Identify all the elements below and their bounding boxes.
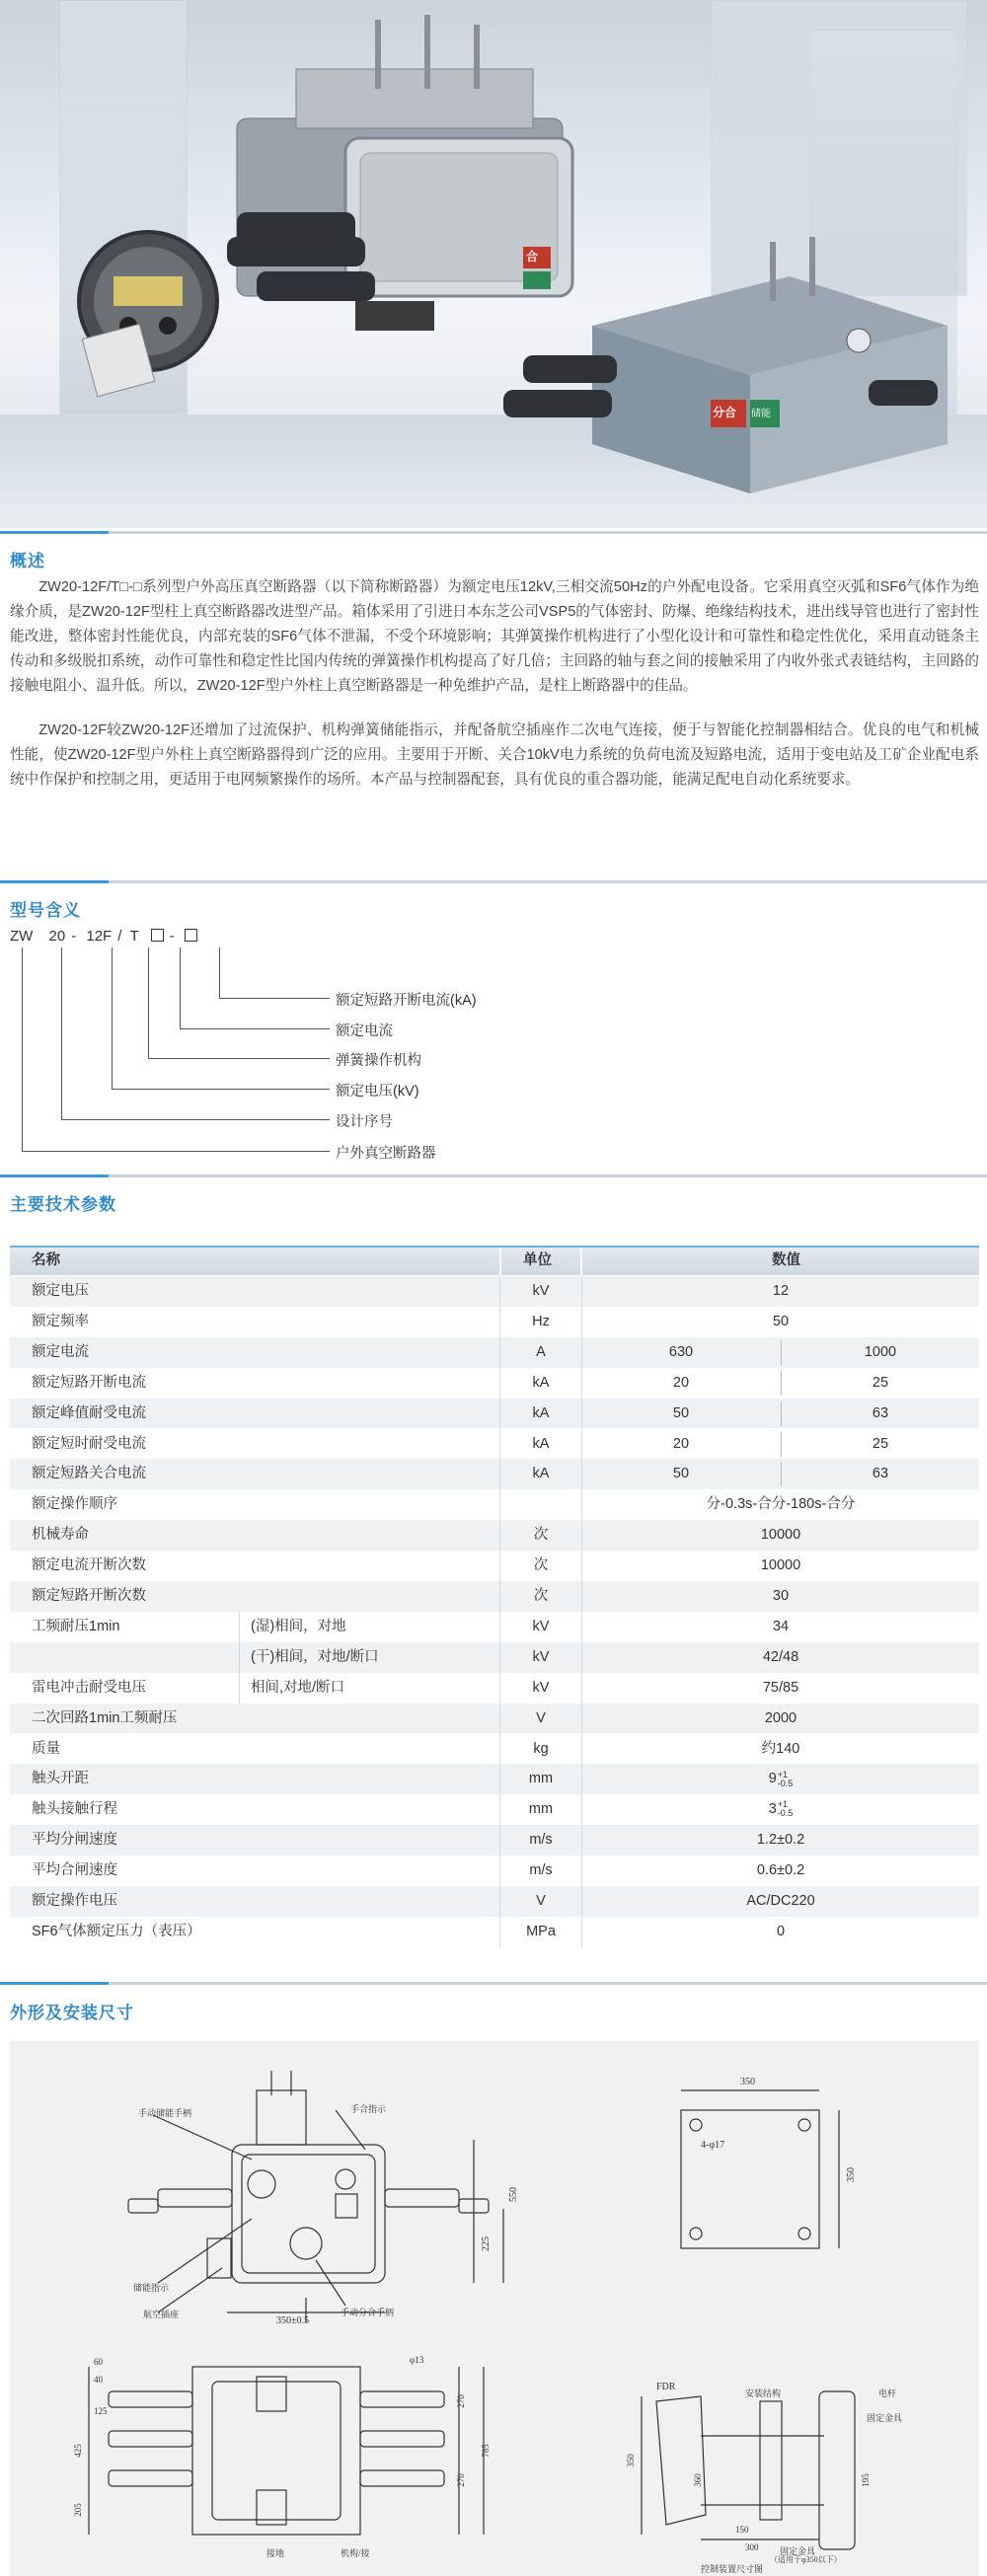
lbl-manual-close: 手合指示 <box>350 2104 387 2114</box>
cell-v1: 0 <box>776 1923 786 1939</box>
overview-divider <box>0 531 987 534</box>
lbl-fixing2-note: （适用于φ350以下） <box>770 2555 842 2564</box>
cell-v1: 30 <box>772 1588 790 1604</box>
cell-unit: mm <box>528 1801 554 1818</box>
table-row <box>10 1764 979 1794</box>
code-box-2 <box>185 929 197 942</box>
dim-150: 150 <box>735 2525 749 2535</box>
model-code <box>10 928 197 945</box>
hero-product-photo <box>0 0 987 528</box>
cell-v1: 20 <box>672 1374 690 1391</box>
cell-unit: kA <box>532 1374 550 1391</box>
cell-name: 工频耐压1min <box>32 1618 120 1634</box>
lbl-mount: 安装结构 <box>745 2388 782 2398</box>
hero-label-open-close: 分合 <box>713 406 737 419</box>
cell-v2: 63 <box>872 1466 889 1482</box>
dim-60: 60 <box>94 2357 103 2367</box>
cell-name: 额定电流开断次数 <box>32 1557 146 1574</box>
dim-550: 550 <box>508 2187 519 2202</box>
table-row <box>10 1337 979 1368</box>
code-20: 20 <box>48 928 66 945</box>
table-row <box>10 1520 979 1551</box>
model-title: 型号含义 <box>10 901 81 920</box>
table-row <box>10 1886 979 1917</box>
lbl-fdr: FDR <box>656 2382 676 2392</box>
breaker-illustration <box>0 0 987 528</box>
overview-title: 概述 <box>10 552 45 570</box>
cell-name: 额定短路开断电流 <box>32 1374 146 1391</box>
cell-name: 触头开距 <box>32 1771 89 1787</box>
table-row <box>10 1612 979 1642</box>
dim-205: 205 <box>72 2503 83 2517</box>
table-row <box>10 1399 979 1429</box>
model-item-4: 额定电压(kV) <box>336 1084 419 1099</box>
holes-label: 4-φ17 <box>701 2140 725 2151</box>
cell-unit: m/s <box>529 1862 553 1879</box>
cell-v1: 34 <box>772 1618 790 1634</box>
model-divider <box>0 880 987 883</box>
cell-v1: 630 <box>668 1343 694 1360</box>
table-row <box>10 1704 979 1734</box>
cell-v1: 10000 <box>760 1527 801 1544</box>
cell-v1: AC/DC220 <box>746 1893 815 1909</box>
table-row <box>10 1673 979 1704</box>
code-t: T <box>129 928 139 945</box>
left-breaker <box>79 15 572 397</box>
cell-unit: 次 <box>533 1588 549 1604</box>
dim-350-05: 350±0.5 <box>276 2315 309 2326</box>
cell-name: 机械寿命 <box>32 1527 89 1544</box>
cell-name: 额定短时耐受电流 <box>32 1435 146 1452</box>
cell-unit: kV <box>532 1618 550 1634</box>
table-row <box>10 1551 979 1581</box>
dim-360: 360 <box>692 2473 703 2487</box>
dim-425: 425 <box>72 2444 83 2458</box>
table-row <box>10 1459 979 1489</box>
dim-350b: 350 <box>846 2167 857 2182</box>
cell-v2: 63 <box>872 1404 889 1421</box>
cell-sub: (干)相间，对地/断口 <box>251 1648 379 1665</box>
dim-785: 785 <box>480 2444 491 2458</box>
cell-unit: kA <box>532 1466 550 1482</box>
lbl-manual-spring: 手动储能手柄 <box>138 2108 192 2118</box>
cell-v2: 1000 <box>864 1343 897 1360</box>
cell-unit: kA <box>532 1404 550 1421</box>
cell-name: 触头接触行程 <box>32 1801 117 1818</box>
outline-title: 外形及安装尺寸 <box>10 2004 134 2022</box>
dim-270a: 270 <box>455 2394 466 2408</box>
tolerance: +1 -0.5 <box>777 1769 794 1788</box>
overview-paragraph-2: ZW20-12F较ZW20-12F还增加了过流保护、机构弹簧储能指示，并配备航空插座作二次电气连接，便于与智能化控制器相结合。优良的电气和机械性能，使ZW20-12F型户外柱上真空断路器得到广泛的应用。主要用于开断、关合10kV电力系统的负荷电流及短路电流，适用于变电站及工矿企业配电系统中作保护和控制之用，更适用于电网频繁操作的场所。本产品与控制器配套，具有优良的重合器功能，能满足配电自动化系统要求。 <box>10 722 979 788</box>
cell-name: 额定操作顺序 <box>32 1496 117 1513</box>
table-row <box>10 1489 979 1520</box>
code-sep2: / <box>117 928 122 945</box>
cell-unit: V <box>536 1893 546 1909</box>
cell-v1: 0.6±0.2 <box>756 1862 805 1879</box>
header-unit: 单位 <box>523 1252 552 1268</box>
outline-divider <box>0 1982 987 1985</box>
cell-name: 质量 <box>32 1740 60 1757</box>
cell-unit: A <box>536 1343 546 1360</box>
cell-unit: 次 <box>533 1527 549 1544</box>
params-divider <box>0 1174 987 1177</box>
cell-v1: 12 <box>772 1283 790 1299</box>
cell-v1: 分-0.3s-合分-180s-合分 <box>706 1496 856 1513</box>
code-box-1 <box>151 929 164 942</box>
dim-270b: 270 <box>455 2473 466 2487</box>
outline-drawing <box>10 2041 979 2576</box>
tolerance: +1 -0.5 <box>777 1799 794 1819</box>
lbl-storage: 储能指示 <box>133 2283 170 2293</box>
cell-unit: m/s <box>529 1832 553 1849</box>
cell-unit: kg <box>533 1740 549 1757</box>
cell-name: 额定短路开断次数 <box>32 1588 146 1604</box>
cell-v1: 10000 <box>760 1557 801 1574</box>
cell-v1: 1.2±0.2 <box>756 1832 805 1849</box>
hero-label-close: 合 <box>526 250 539 264</box>
hero-label-stored: 储能 <box>751 409 771 419</box>
cell-unit: Hz <box>532 1313 550 1329</box>
lbl-ground: 接地 <box>266 2548 285 2558</box>
lbl-mech: 机构/接 <box>341 2548 370 2558</box>
ctrl-caption: 控制装置尺寸图 <box>701 2564 764 2574</box>
params-title: 主要技术参数 <box>10 1195 116 1214</box>
model-item-3: 弹簧操作机构 <box>336 1053 421 1069</box>
cell-name: 平均分闸速度 <box>32 1832 117 1849</box>
lbl-aviation: 航空插座 <box>143 2310 180 2319</box>
cell-sub: (湿)相间，对地 <box>251 1618 346 1634</box>
table-row <box>10 1276 979 1307</box>
model-item-6: 户外真空断路器 <box>336 1146 436 1162</box>
cell-unit: kA <box>532 1435 550 1452</box>
cell-v1: 50 <box>772 1313 790 1329</box>
dim-350a: 350 <box>740 2077 755 2087</box>
header-name: 名称 <box>32 1252 60 1268</box>
cell-name: 额定短路关合电流 <box>32 1466 146 1482</box>
cell-name: 雷电冲击耐受电压 <box>32 1679 146 1696</box>
code-sep3: - <box>169 928 175 945</box>
table-row <box>10 1429 979 1460</box>
table-row <box>10 1917 979 1947</box>
cell-v2: 25 <box>872 1435 889 1452</box>
cell-unit: kV <box>532 1283 550 1299</box>
dim-195: 195 <box>860 2473 871 2487</box>
table-row <box>10 1581 979 1612</box>
cell-unit: kV <box>532 1648 550 1665</box>
cell-name: 平均合闸速度 <box>32 1862 117 1879</box>
table-row <box>10 1794 979 1825</box>
cell-v1: 42/48 <box>762 1648 799 1665</box>
dim-225: 225 <box>481 2236 492 2251</box>
cell-v1: 50 <box>672 1466 690 1482</box>
lbl-fixing: 固定金具 <box>867 2413 903 2423</box>
dim-125: 125 <box>94 2406 108 2416</box>
cell-v1: 50 <box>672 1404 690 1421</box>
lbl-manual-open-close: 手动分合手柄 <box>341 2308 395 2317</box>
lbl-pole: 电杆 <box>878 2388 897 2398</box>
model-item-5: 设计序号 <box>336 1114 393 1130</box>
table-row <box>10 1825 979 1856</box>
dim-300: 300 <box>745 2542 759 2552</box>
dim-40: 40 <box>94 2375 103 2385</box>
table-row <box>10 1368 979 1399</box>
model-item-2: 额定电流 <box>336 1023 393 1039</box>
cell-v1: 3 +1 -0.5 <box>768 1799 794 1819</box>
header-value: 数值 <box>772 1252 800 1268</box>
cell-name: SF6气体额定压力（表压） <box>32 1923 201 1939</box>
model-item-1: 额定短路开断电流(kA) <box>336 993 477 1009</box>
cell-unit: mm <box>528 1771 554 1787</box>
code-zw: ZW <box>10 928 34 945</box>
cell-unit: V <box>536 1709 546 1726</box>
table-row <box>10 1734 979 1765</box>
params-header <box>10 1246 979 1275</box>
lbl-fixing2: 固定金具 <box>780 2546 816 2556</box>
table-row <box>10 1856 979 1886</box>
cell-v1: 20 <box>672 1435 690 1452</box>
cell-v1: 约140 <box>761 1740 800 1757</box>
cell-name: 额定频率 <box>32 1313 89 1329</box>
code-12f: 12F <box>86 928 113 945</box>
cell-name: 额定操作电压 <box>32 1893 117 1909</box>
dim-350c: 350 <box>625 2454 636 2467</box>
dim-phi13: φ13 <box>410 2355 424 2365</box>
table-row <box>10 1307 979 1337</box>
cell-name: 额定电流 <box>32 1343 89 1360</box>
table-row <box>10 1642 979 1673</box>
cell-sub: 相间,对地/断口 <box>251 1679 345 1696</box>
code-sep1: - <box>71 928 77 945</box>
cell-name: 额定电压 <box>32 1283 89 1299</box>
cell-v1: 9 +1 -0.5 <box>768 1769 794 1788</box>
cell-name: 额定峰值耐受电流 <box>32 1404 146 1421</box>
cell-v1: 75/85 <box>762 1679 799 1696</box>
cell-v1: 2000 <box>764 1709 797 1726</box>
cell-unit: kV <box>532 1679 550 1696</box>
cell-name: 二次回路1min工频耐压 <box>32 1709 178 1726</box>
overview-paragraph-1: ZW20-12F/T□-□系列型户外高压真空断路器（以下简称断路器）为额定电压12kV,三相交流50Hz的户外配电设备。它采用真空灭弧和SF6气体作为绝缘介质，是ZW20-12F型柱上真空断路器改进型产品。箱体采用了引进日本东芝公司VSP5的气体密封、防爆、绝缘结构技术，进出线导管也进行了密封性能改进，整体密封性能优良，内部充装的SF6气体不泄漏，不受个环境影响；其弹簧操作机构进行了小型化设计和可靠性和稳定性优化，采用直动链条主传动和多级脱扣系统，动作可靠性和稳定性比国内传统的弹簧操作机构提高了好几倍；主回路的轴与套之间的接触采用了内收外张式表链结构，主回路的接触电阻小、温升低。所以，ZW20-12F型户外柱上真空断路器是一种免维护产品，是柱上断路器中的佳品。 <box>10 579 979 694</box>
cell-unit: 次 <box>533 1557 549 1574</box>
cell-unit: MPa <box>526 1923 556 1939</box>
cell-v2: 25 <box>872 1374 889 1391</box>
